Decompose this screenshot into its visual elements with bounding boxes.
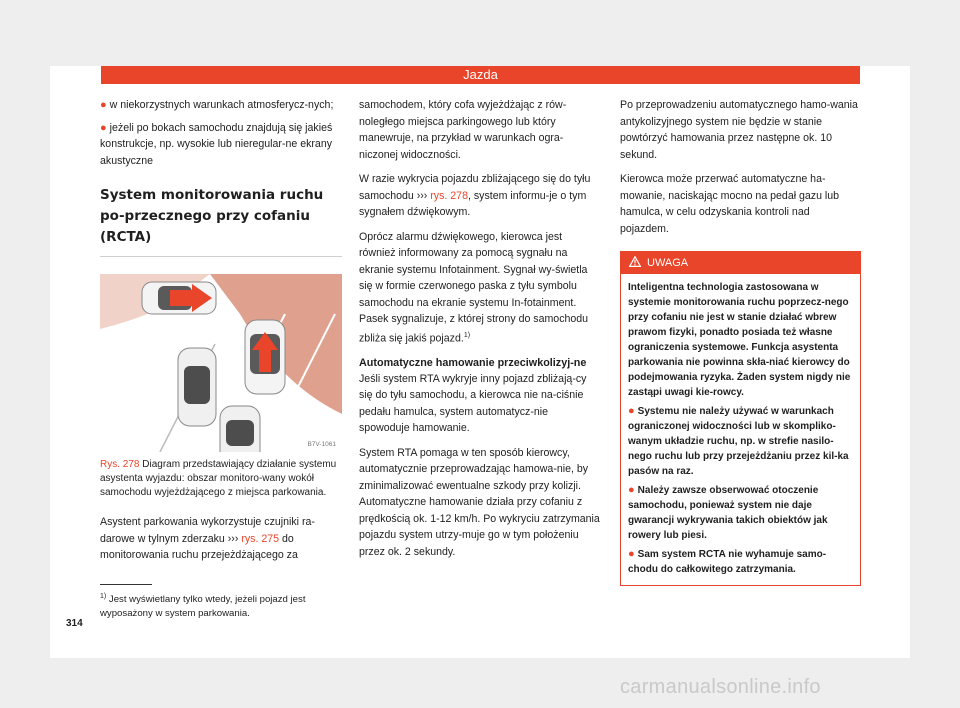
warning-intro: Inteligentna technologia zastosowana w systemie monitorowania ruchu poprzecz-nego przy cofaniu nie jest w stanie działać wbrew prawom fizyki, ponadto posiada też własne ograniczenia systemowe. Funkcja asystenta parkowania nie powinna skła-niać kierowcy do podejmowania ryzyka. Żaden system nigdy nie zastąpi uwagi kie-rowcy. bbox=[628, 282, 851, 398]
warning-triangle-icon bbox=[629, 256, 641, 267]
list-item: ● w niekorzystnych warunkach atmosferycz-nych; bbox=[100, 99, 334, 111]
figure-rcta-diagram bbox=[100, 274, 342, 452]
rcta-diagram-illustration bbox=[100, 274, 342, 452]
paragraph: Kierowca może przerwać automatyczne ha-mowanie, naciskając mocno na pedał gazu lub hamulca, w celu odzyskania kontroli nad pojazdem. bbox=[620, 173, 840, 235]
figure-ref: Rys. 278 bbox=[100, 459, 140, 470]
column-left bbox=[100, 97, 342, 572]
figure-caption: Rys. 278 Diagram przedstawiający działanie systemu asystenta wyjazdu: obszar monitoro-wany wokół samochodu wyjeżdżającego z miejsca parkowania. bbox=[100, 459, 337, 498]
paragraph: Oprócz alarmu dźwiękowego, kierowca jest również informowany za pomocą sygnału na ekranie systemu Infotainment. Sygnał wy-świetla się w formie czerwonego paska z tyłu symbolu samochodu na ekranie systemu In-fotainment. Pasek sygnalizuje, z której strony do samochodu zbliża się jakiś pojazd.$^{1)}$ bbox=[359, 230, 589, 345]
watermark: carmanualsonline.info bbox=[620, 676, 821, 698]
paragraph: Jeśli system RTA wykryje inny pojazd zbliżają-cy się do tyłu samochodu, a kierowca nie na-ciśnie pedału hamulca, system automatycz-nie spowoduje hamowanie. bbox=[359, 372, 587, 435]
page-header: Jazda bbox=[101, 66, 860, 84]
column-middle bbox=[359, 97, 601, 568]
warning-box bbox=[620, 251, 861, 586]
approaching-car bbox=[142, 282, 216, 314]
subheading: Automatyczne hamowanie przeciwkolizyj-ne bbox=[359, 356, 587, 369]
bullet-icon: ● bbox=[628, 548, 635, 560]
bullet-icon: ● bbox=[100, 121, 107, 134]
list-item: ● jeżeli po bokach samochodu znajdują się jakieś konstrukcje, np. wysokie lub nieregular-ne ekrany akustyczne bbox=[100, 121, 333, 167]
section-title: System monitorowania ruchu po-przecznego przy cofaniu (RCTA) bbox=[100, 185, 342, 257]
paragraph: Asystent parkowania wykorzystuje czujniki ra-darowe w tylnym zderzaku ››› rys. 275 do monitorowania ruchu przejeżdżającego za bbox=[100, 516, 315, 561]
figure-code: B7V-1061 bbox=[307, 441, 336, 448]
paragraph: Po przeprowadzeniu automatycznego hamo-wania antykolizyjnego system nie będzie w stanie powtórzyć hamowania przez następne ok. 10 sekund. bbox=[620, 99, 858, 161]
page-number: 314 bbox=[66, 618, 83, 629]
list-item: ● Należy zawsze obserwować otoczenie samochodu, ponieważ system nie daje gwarancji wykrywania takich obiektów jak rowery lub piesi. bbox=[628, 484, 828, 541]
list-item: ● Systemu nie należy używać w warunkach ograniczonej widoczności lub w skompliko-wanym układzie ruchu, np. w strefie nasilo-nego ruchu lub przy przejeżdżaniu przez kil-ka pasów na raz. bbox=[628, 405, 849, 477]
warning-header bbox=[621, 252, 860, 274]
bullet-icon: ● bbox=[628, 405, 635, 417]
bullet-icon: ● bbox=[100, 99, 107, 111]
list-item: ● Sam system RCTA nie wyhamuje samo-chodu do całkowitego zatrzymania. bbox=[628, 548, 827, 575]
paragraph: W razie wykrycia pojazdu zbliżającego się do tyłu samochodu ››› rys. 278, system informu-je o tym sygnałem dźwiękowym. bbox=[359, 173, 591, 218]
paragraph: samochodem, który cofa wyjeżdżając z rów-noległego miejsca parkingowego lub który manewruje, na przykład w warunkach ogra-niczonej widoczności. bbox=[359, 99, 567, 161]
warning-title: UWAGA bbox=[647, 257, 689, 269]
paragraph: System RTA pomaga w ten sposób kierowcy, automatycznie przeprowadzając hamowa-nie, by zminimalizować ewentualne szkody przy kolizji. Automatyczne hamowanie działa przy cofaniu z prędkością ok. 1-12 km/h. Po wykryciu zatrzymania pojazdu system utrzy-muje go w tym położeniu przez ok. 2 sekundy. bbox=[359, 446, 600, 558]
bullet-icon: ● bbox=[628, 484, 635, 496]
parked-car bbox=[220, 406, 260, 452]
cross-reference-link[interactable]: rys. 275 bbox=[241, 532, 280, 545]
warning-body bbox=[621, 274, 860, 585]
column-right bbox=[620, 97, 861, 586]
footnote-divider bbox=[100, 584, 152, 585]
parked-car bbox=[178, 348, 216, 426]
cross-reference-link[interactable]: rys. 278 bbox=[430, 189, 468, 202]
footnote: $^{1)}$ Jest wyświetlany tylko wtedy, jeżeli pojazd jest wyposażony w system parkowania. bbox=[100, 593, 306, 619]
reversing-car bbox=[245, 320, 285, 394]
